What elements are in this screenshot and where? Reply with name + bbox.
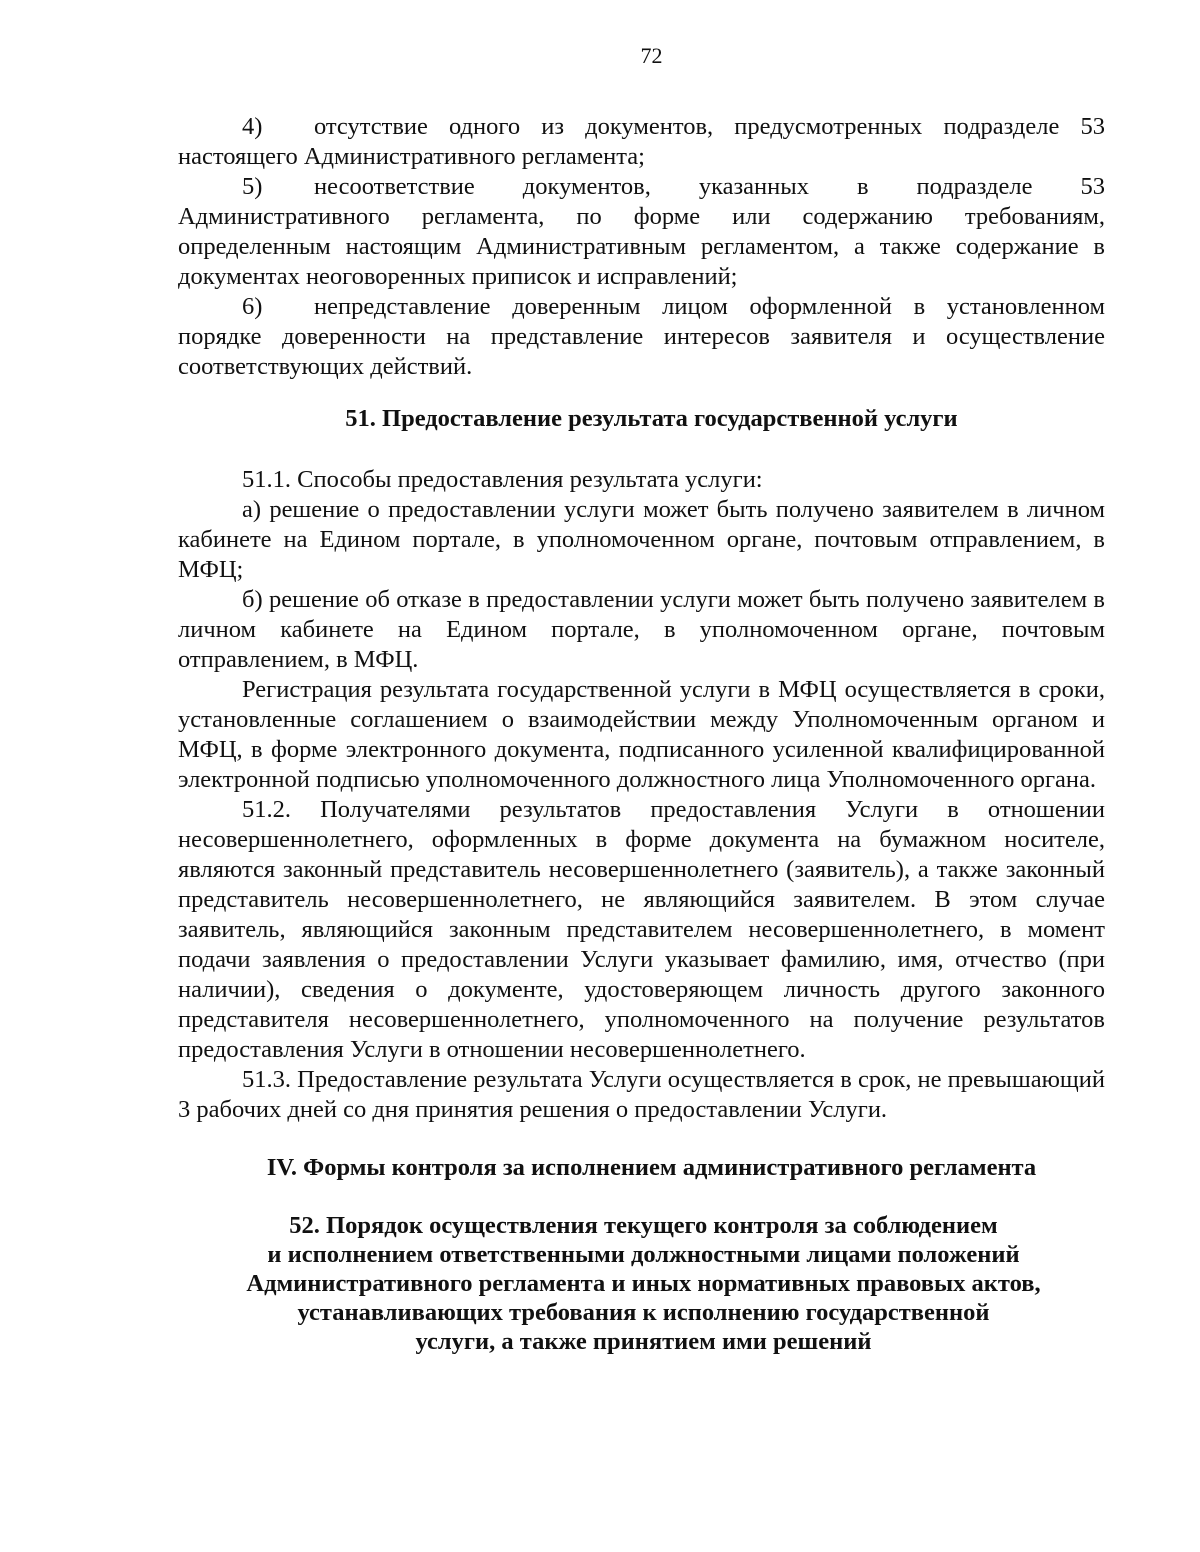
section-iv-heading: IV. Формы контроля за исполнением административного регламента	[266, 1154, 1037, 1181]
heading-line: Административного регламента и иных нормативных правовых актов,	[246, 1270, 1041, 1297]
paragraph-51-1-a: а) решение о предоставлении услуги может быть получено заявителем в личном кабинете на Едином портале, в уполномоченном органе, почтовым отправлением, в МФЦ;	[178, 496, 1105, 583]
list-item-4	[178, 112, 1105, 172]
paragraph-51-2: 51.2. Получателями результатов предоставления Услуги в отношении несовершеннолетнего, оформленных в форме документа на бумажном носителе, являются законный представитель несовершеннолетнего (заявитель), а также законный представитель несовершеннолетнего, не являющийся заявителем. В этом случае заявитель, являющийся законным представителем несовершеннолетнего, в момент подачи заявления о предоставлении Услуги указывает фамилию, имя, отчество (при наличии), сведения о документе, удостоверяющем личность другого законного представителя несовершеннолетнего, уполномоченного на получение результатов предоставления Услуги в отношении несовершеннолетнего.	[178, 796, 1105, 1063]
heading-line: устанавливающих требования к исполнению государственной	[297, 1299, 990, 1326]
heading-line: 52. Порядок осуществления текущего контроля за соблюдением	[289, 1212, 998, 1239]
list-item-text: несоответствие документов, указанных в подразделе 53 Административного регламента, по форме или содержанию требованиям, определенным настоящим Административным регламентом, а также содержание в документах неоговоренных приписок и исправлений;	[178, 173, 1105, 290]
list-item-6	[178, 292, 1105, 382]
paragraph-51-1: 51.1. Способы предоставления результата услуги:	[242, 466, 763, 493]
section-51-heading: 51. Предоставление результата государственной услуги	[345, 405, 958, 432]
paragraph-registration: Регистрация результата государственной услуги в МФЦ осуществляется в сроки, установленные соглашением о взаимодействии между Уполномоченным органом и МФЦ, в форме электронного документа, подписанного усиленной квалифицированной электронной подписью уполномоченного должностного лица Уполномоченного органа.	[178, 676, 1105, 793]
list-item-number: 6)	[242, 293, 263, 320]
list-item-number: 5)	[242, 173, 263, 200]
heading-line: услуги, а также принятием ими решений	[415, 1328, 872, 1355]
section-52-heading	[178, 1211, 1105, 1356]
document-page	[178, 40, 1105, 1356]
list-item-5	[178, 172, 1105, 292]
list-item-text: отсутствие одного из документов, предусмотренных подразделе 53 настоящего Административного регламента;	[178, 113, 1105, 170]
heading-line: и исполнением ответственными должностными лицами положений	[267, 1241, 1020, 1268]
page-number: 72	[640, 43, 663, 68]
list-item-text: непредставление доверенным лицом оформленной в установленном порядке доверенности на представление интересов заявителя и осуществление соответствующих действий.	[178, 293, 1105, 380]
paragraph-51-3: 51.3. Предоставление результата Услуги осуществляется в срок, не превышающий 3 рабочих дней со дня принятия решения о предоставлении Услуги.	[178, 1066, 1105, 1123]
paragraph-51-1-b: б) решение об отказе в предоставлении услуги может быть получено заявителем в личном кабинете на Едином портале, в уполномоченном органе, почтовым отправлением, в МФЦ.	[178, 586, 1105, 673]
list-item-number: 4)	[242, 113, 263, 140]
